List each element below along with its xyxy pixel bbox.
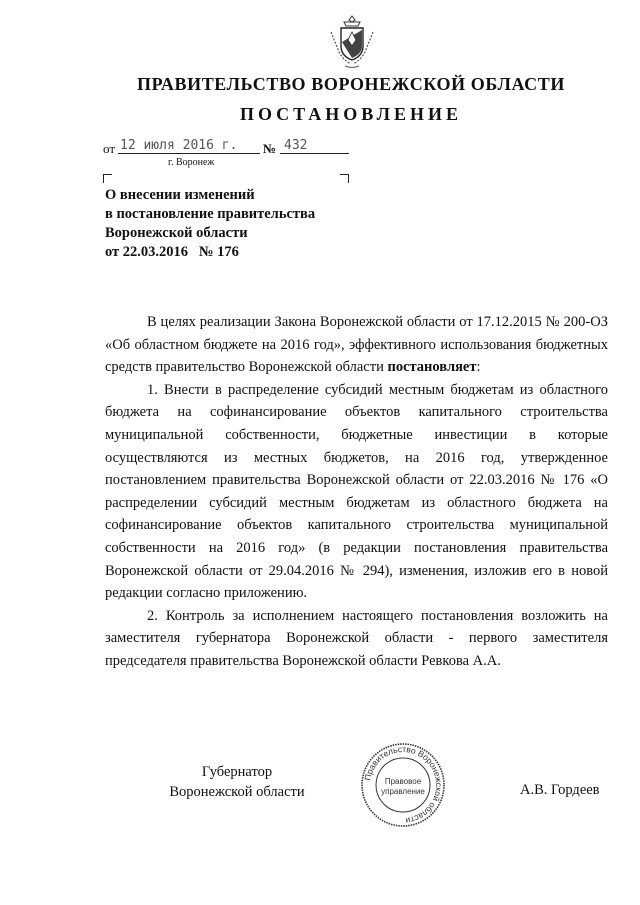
coat-of-arms-emblem [327, 12, 377, 70]
item-2-paragraph: 2. Контроль за исполнением настоящего постановления возложить на заместителя губернатора Воронежской области - первого заместителя председателя правительства Воронежской области Ревкова А.А. [105, 607, 608, 669]
subject-corner-left [103, 174, 112, 183]
stamp-ring-text: Правительство Воронежской области [362, 743, 445, 826]
government-title: ПРАВИТЕЛЬСТВО ВОРОНЕЖСКОЙ ОБЛАСТИ [137, 74, 565, 94]
position-line: Губернатор [201, 764, 273, 780]
signatory-name: А.В. Гордеев [520, 782, 600, 798]
item-1-paragraph: 1. Внести в распределение субсидий местным бюджетам из областного бюджета на софинансирование объектов капитального строительства муниципальной собственности, бюджетные инвестиции в которые осуществляются из местных бюджетов, на 2016 год, утвержденное постановлением правительства Воронежской области от 22.03.2016 № 176 «О распределении субсидий местным бюджетам из областного бюджета на софинансирование объектов капитального строительства муниципальной собственности на 2016 год» (в редакции постановления правительства Воронежской области от 29.04.2016 № 294), изменения, изложив его в новой редакции согласно приложению. [105, 381, 608, 602]
subject-line: от 22.03.2016 № 176 [105, 244, 239, 260]
number-prefix: № [263, 141, 277, 156]
stamp-center-line: Правовое [384, 777, 422, 786]
document-body [105, 311, 608, 673]
document-subject [105, 186, 365, 262]
document-date: 12 июля 2016 г. [118, 138, 260, 154]
city-label: г. Воронеж [168, 157, 215, 168]
registration-line [103, 138, 363, 154]
subject-line: Воронежской области [105, 225, 248, 241]
subject-line: в постановление правительства [105, 206, 316, 222]
document-type-title: ПОСТАНОВЛЕНИЕ [239, 104, 463, 124]
preamble-keyword: постановляет [387, 359, 477, 376]
stamp-center-line: управление [381, 787, 425, 796]
document-number: 432 [280, 138, 349, 154]
subject-corner-right [340, 174, 349, 183]
preamble-text: В целях реализации Закона Воронежской области от 17.12.2015 № 200-ОЗ «Об областном бюджете на 2016 год», эффективного использования бюджетных средств правительство Воронежской области [105, 314, 608, 376]
subject-line: О внесении изменений [105, 187, 255, 203]
signatory-position [157, 762, 317, 802]
position-line: Воронежской области [169, 784, 305, 800]
preamble-paragraph [105, 311, 608, 379]
date-prefix: от [103, 141, 116, 156]
preamble-end: : [476, 359, 481, 376]
legal-department-stamp [360, 742, 446, 828]
